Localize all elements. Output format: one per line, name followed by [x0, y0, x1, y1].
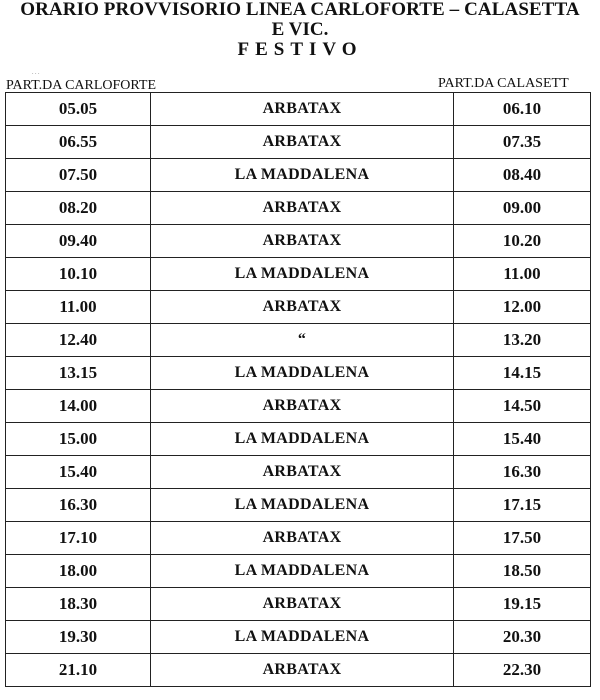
departure-time-carloforte: 08.20 — [6, 192, 151, 225]
ship-name: ARBATAX — [151, 192, 454, 225]
departure-time-carloforte: 18.00 — [6, 555, 151, 588]
departure-time-carloforte: 14.00 — [6, 390, 151, 423]
ship-name: LA MADDALENA — [151, 258, 454, 291]
departure-time-carloforte: 11.00 — [6, 291, 151, 324]
ship-name: LA MADDALENA — [151, 159, 454, 192]
departure-time-calasetta: 15.40 — [454, 423, 591, 456]
document-title-continued: E VIC. — [271, 19, 329, 40]
departure-time-carloforte: 12.40 — [6, 324, 151, 357]
departure-time-calasetta: 22.30 — [454, 654, 591, 687]
scan-speck: . . . — [32, 70, 40, 76]
ship-name: LA MADDALENA — [151, 621, 454, 654]
column-header-calasetta: PART.DA CALASETT — [438, 76, 569, 91]
departure-time-calasetta: 20.30 — [454, 621, 591, 654]
departure-time-calasetta: 11.00 — [454, 258, 591, 291]
table-row — [6, 588, 591, 621]
ship-name: LA MADDALENA — [151, 357, 454, 390]
departure-time-carloforte: 15.00 — [6, 423, 151, 456]
table-row — [6, 192, 591, 225]
departure-time-calasetta: 07.35 — [454, 126, 591, 159]
document-title: ORARIO PROVVISORIO LINEA CARLOFORTE – CALASETTA — [20, 0, 580, 20]
column-header-carloforte: PART.DA CARLOFORTE — [6, 78, 157, 93]
ship-name: ARBATAX — [151, 390, 454, 423]
departure-time-calasetta: 17.50 — [454, 522, 591, 555]
table-row — [6, 258, 591, 291]
ship-name: ARBATAX — [151, 291, 454, 324]
departure-time-calasetta: 19.15 — [454, 588, 591, 621]
departure-time-calasetta: 18.50 — [454, 555, 591, 588]
departure-time-carloforte: 17.10 — [6, 522, 151, 555]
departure-time-calasetta: 13.20 — [454, 324, 591, 357]
departure-time-carloforte: 21.10 — [6, 654, 151, 687]
departure-time-carloforte: 06.55 — [6, 126, 151, 159]
table-row — [6, 654, 591, 687]
table-row — [6, 126, 591, 159]
departure-time-calasetta: 16.30 — [454, 456, 591, 489]
table-row — [6, 456, 591, 489]
ship-name: ARBATAX — [151, 522, 454, 555]
departure-time-carloforte: 09.40 — [6, 225, 151, 258]
table-row — [6, 159, 591, 192]
ship-name: ARBATAX — [151, 93, 454, 126]
table-row — [6, 357, 591, 390]
departure-time-calasetta: 09.00 — [454, 192, 591, 225]
ship-name: ARBATAX — [151, 588, 454, 621]
ship-name: ARBATAX — [151, 456, 454, 489]
ship-name: “ — [151, 324, 454, 357]
departure-time-carloforte: 10.10 — [6, 258, 151, 291]
departure-time-calasetta: 14.15 — [454, 357, 591, 390]
table-row — [6, 390, 591, 423]
ship-name: ARBATAX — [151, 225, 454, 258]
departure-time-calasetta: 12.00 — [454, 291, 591, 324]
departure-time-calasetta: 17.15 — [454, 489, 591, 522]
schedule-table-body — [6, 93, 591, 687]
departure-time-carloforte: 05.05 — [6, 93, 151, 126]
departure-time-calasetta: 14.50 — [454, 390, 591, 423]
departure-time-calasetta: 08.40 — [454, 159, 591, 192]
departure-time-carloforte: 18.30 — [6, 588, 151, 621]
table-row — [6, 489, 591, 522]
table-row — [6, 291, 591, 324]
schedule-type-label: FESTIVO — [237, 39, 363, 60]
ship-name: ARBATAX — [151, 654, 454, 687]
ship-name: LA MADDALENA — [151, 489, 454, 522]
departure-time-carloforte: 16.30 — [6, 489, 151, 522]
table-row — [6, 324, 591, 357]
table-row — [6, 555, 591, 588]
table-row — [6, 621, 591, 654]
departure-time-carloforte: 19.30 — [6, 621, 151, 654]
departure-time-carloforte: 13.15 — [6, 357, 151, 390]
ship-name: LA MADDALENA — [151, 423, 454, 456]
departure-time-carloforte: 15.40 — [6, 456, 151, 489]
ship-name: LA MADDALENA — [151, 555, 454, 588]
departure-time-carloforte: 07.50 — [6, 159, 151, 192]
table-row — [6, 522, 591, 555]
schedule-table — [5, 92, 591, 687]
departure-time-calasetta: 06.10 — [454, 93, 591, 126]
ship-name: ARBATAX — [151, 126, 454, 159]
table-row — [6, 93, 591, 126]
table-row — [6, 423, 591, 456]
departure-time-calasetta: 10.20 — [454, 225, 591, 258]
table-row — [6, 225, 591, 258]
